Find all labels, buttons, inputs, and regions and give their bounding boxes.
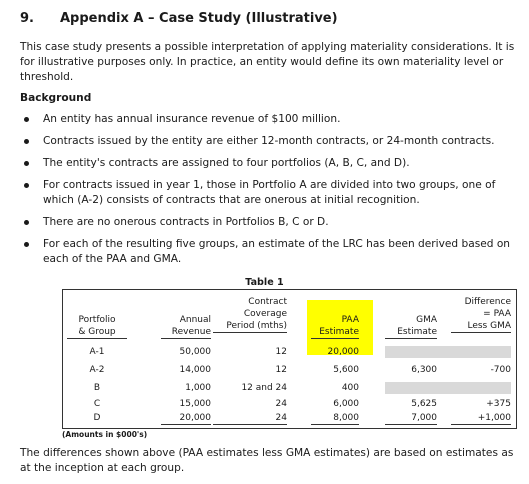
cell-period: 12 xyxy=(275,365,287,375)
cell-gma: 6,300 xyxy=(411,365,437,375)
intro-paragraph: This case study presents a possible interpretation of applying materiality considerations. It is for illustrative purposes only. In practice, an entity would define its own materiality level or threshold. xyxy=(20,41,515,83)
shaded-cell xyxy=(385,382,511,394)
header-gma: GMA Estimate xyxy=(385,314,437,339)
background-list xyxy=(20,112,520,274)
list-item xyxy=(20,215,520,230)
cell-paa: 20,000 xyxy=(327,347,359,357)
header-portfolio: Portfolio & Group xyxy=(67,314,127,339)
list-item-text: For contracts issued in year 1, those in Portfolio A are divided into two groups, one of which (A-2) consists of contracts that are onerous at initial recognition. xyxy=(43,179,496,206)
table-title: Table 1 xyxy=(245,277,284,288)
bullet-icon xyxy=(24,117,29,122)
list-item xyxy=(20,237,520,267)
cell-group: A-2 xyxy=(89,365,105,375)
cell-period: 24 xyxy=(213,412,287,425)
list-item xyxy=(20,134,520,149)
amounts-note: (Amounts in $000's) xyxy=(62,430,148,439)
section-number: 9. xyxy=(20,11,34,26)
bullet-icon xyxy=(24,139,29,144)
cell-period: 12 xyxy=(275,347,287,357)
bullet-icon xyxy=(24,161,29,166)
lrc-comparison-table xyxy=(62,289,517,429)
cell-group: B xyxy=(93,383,101,393)
cell-group: A-1 xyxy=(89,347,105,357)
list-item-text: The entity's contracts are assigned to four portfolios (A, B, C, and D). xyxy=(43,157,410,169)
section-title: Appendix A – Case Study (Illustrative) xyxy=(60,11,338,26)
cell-paa: 6,000 xyxy=(333,399,359,409)
cell-revenue: 50,000 xyxy=(179,347,211,357)
cell-paa: 5,600 xyxy=(333,365,359,375)
list-item-text: Contracts issued by the entity are either 12-month contracts, or 24-month contracts. xyxy=(43,135,495,147)
cell-group: C xyxy=(93,399,101,409)
cell-revenue: 20,000 xyxy=(161,412,211,425)
cell-difference: -700 xyxy=(490,365,511,375)
list-item-text: There are no onerous contracts in Portfolios B, C or D. xyxy=(43,216,329,228)
list-item xyxy=(20,112,520,127)
cell-difference: +375 xyxy=(486,399,511,409)
shaded-cell xyxy=(385,346,511,358)
header-paa: PAA Estimate xyxy=(311,314,359,339)
list-item xyxy=(20,178,520,208)
cell-paa: 8,000 xyxy=(311,412,359,425)
bullet-icon xyxy=(24,220,29,225)
cell-period: 24 xyxy=(275,399,287,409)
cell-difference: +1,000 xyxy=(451,412,511,425)
bullet-icon xyxy=(24,242,29,247)
cell-group: D xyxy=(93,413,101,423)
header-difference: Difference = PAA Less GMA xyxy=(451,296,511,333)
section-heading xyxy=(20,11,338,26)
list-item-text: An entity has annual insurance revenue of $100 million. xyxy=(43,113,341,125)
cell-revenue: 14,000 xyxy=(179,365,211,375)
header-coverage: Contract Coverage Period (mths) xyxy=(213,296,287,333)
cell-paa: 400 xyxy=(341,383,359,393)
cell-gma: 5,625 xyxy=(411,399,437,409)
list-item xyxy=(20,156,520,171)
header-revenue: Annual Revenue xyxy=(161,314,211,339)
cell-revenue: 1,000 xyxy=(185,383,211,393)
list-item-text: For each of the resulting five groups, an estimate of the LRC has been derived based on each of the PAA and GMA. xyxy=(43,238,511,265)
cell-revenue: 15,000 xyxy=(179,399,211,409)
cell-period: 12 and 24 xyxy=(241,383,287,393)
closing-paragraph: The differences shown above (PAA estimates less GMA estimates) are based on estimates as at the inception at each group. xyxy=(20,447,514,474)
cell-gma: 7,000 xyxy=(385,412,437,425)
bullet-icon xyxy=(24,183,29,188)
background-label: Background xyxy=(20,92,92,104)
